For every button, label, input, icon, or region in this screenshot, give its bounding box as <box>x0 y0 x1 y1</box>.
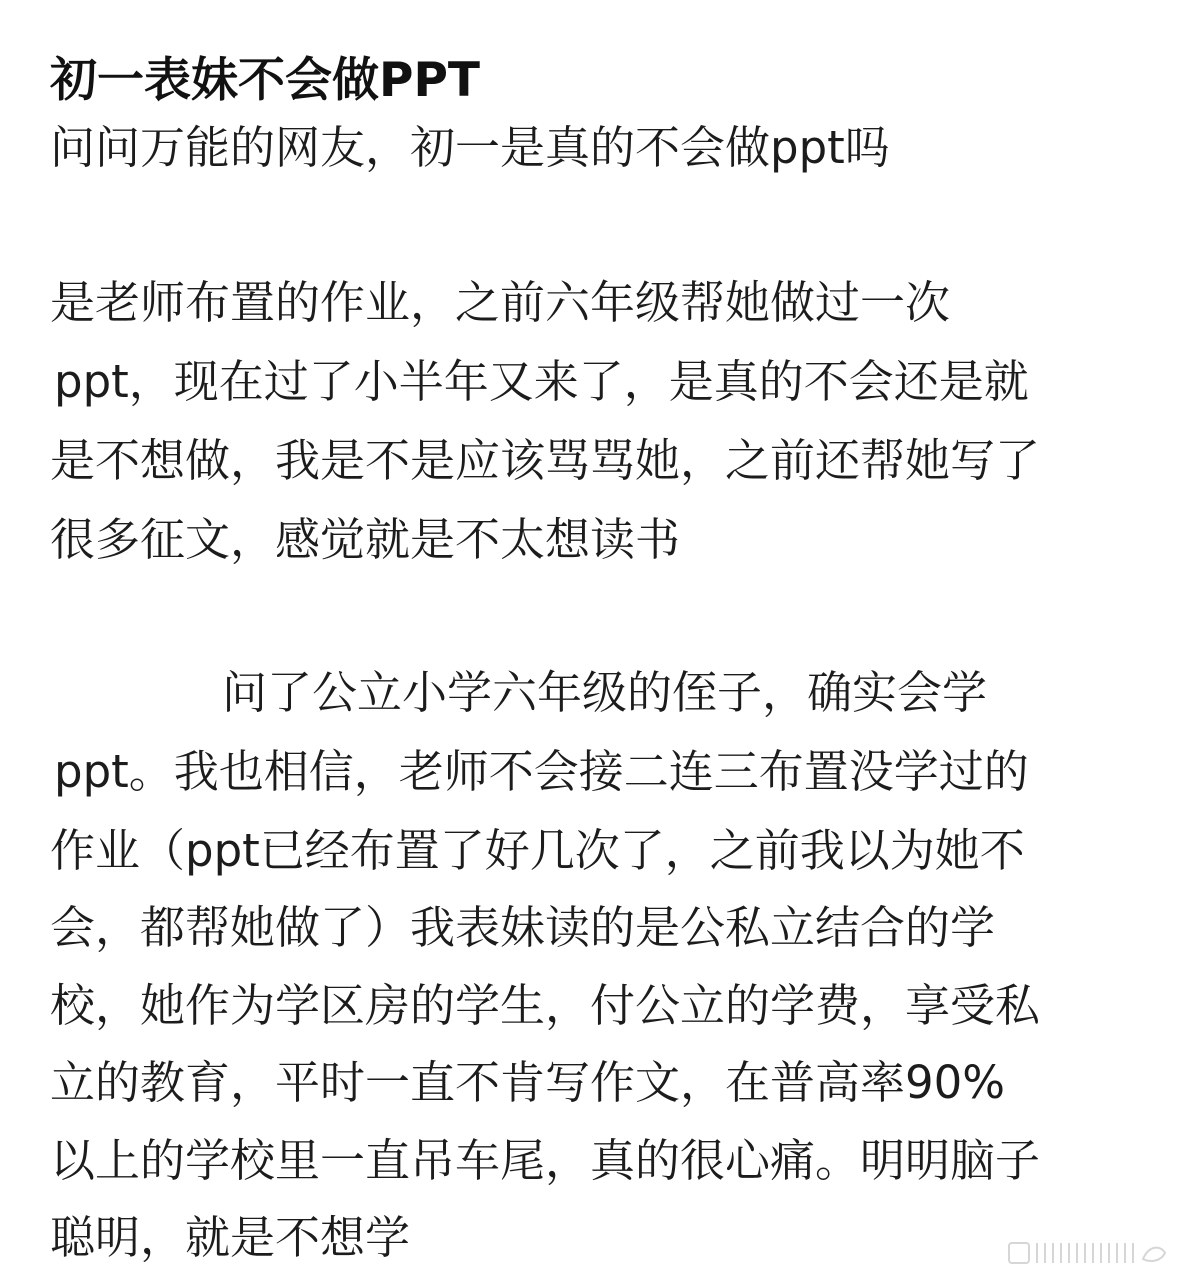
post-line: 是老师布置的作业，之前六年级帮她做过一次 <box>50 276 951 329</box>
post-line: 问问万能的网友，初一是真的不会做ppt吗 <box>50 121 890 174</box>
post-line: 以上的学校里一直吊车尾，真的很心痛。明明脑子 <box>50 1134 1041 1187</box>
post-line: 校，她作为学区房的学生，付公立的学费，享受私 <box>50 979 1041 1032</box>
post-line: 是不想做，我是不是应该骂骂她，之前还帮她写了 <box>50 434 1041 487</box>
post-line: 聪明，就是不想学 <box>50 1211 411 1264</box>
post-line: 会，都帮她做了）我表妹读的是公私立结合的学 <box>50 901 996 954</box>
post-line: 立的教育，平时一直不肯写作文，在普高率90% <box>50 1056 1006 1109</box>
post-line: 很多征文，感觉就是不太想读书 <box>50 513 681 566</box>
post-line: 作业（ppt已经布置了好几次了，之前我以为她不 <box>50 824 1025 877</box>
post-title: 初一表妹不会做PPT <box>50 53 480 109</box>
post-line: ppt，现在过了小半年又来了，是真的不会还是就 <box>54 355 1029 408</box>
post-line: 问了公立小学六年级的侄子，确实会学 <box>222 666 988 719</box>
post-line: ppt。我也相信，老师不会接二连三布置没学过的 <box>54 745 1029 798</box>
weibo-watermark-icon <box>1001 1235 1171 1271</box>
